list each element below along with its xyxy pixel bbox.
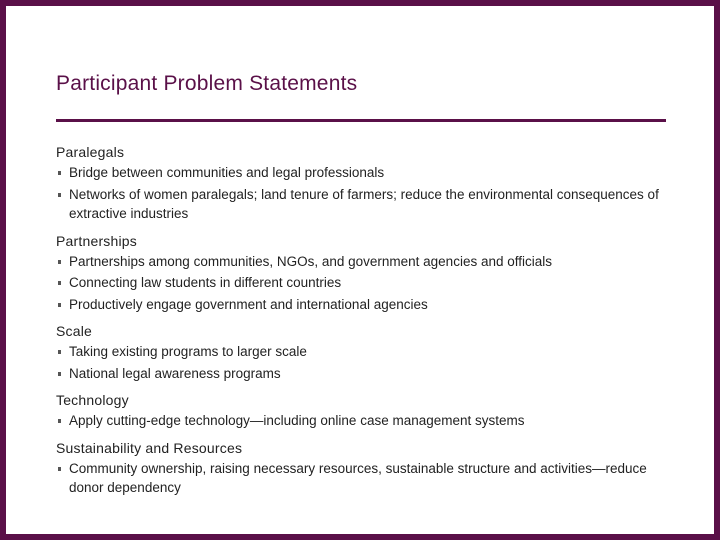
list-item: [56, 163, 666, 183]
section-sustainability: [56, 438, 666, 498]
list-item-text: Networks of women paralegals; land tenure of farmers; reduce the environmental consequences of extractive industries: [69, 186, 659, 221]
section-partnerships: [56, 231, 666, 315]
section-technology: [56, 390, 666, 431]
list-item-text: Connecting law students in different countries: [69, 275, 342, 290]
section-heading: Paralegals: [56, 144, 125, 160]
list-item: [56, 295, 666, 315]
bullet-icon: [56, 295, 69, 315]
title-divider: [56, 119, 666, 122]
list-item-text: Community ownership, raising necessary resources, sustainable structure and activities—reduce donor dependency: [69, 460, 647, 495]
bullet-icon: [56, 163, 69, 183]
list-item-text: National legal awareness programs: [69, 365, 281, 381]
bullet-icon: [56, 252, 69, 272]
bullet-icon: [56, 342, 69, 362]
section-heading: Partnerships: [56, 232, 137, 249]
list-item: [56, 185, 666, 224]
list-item-text: Taking existing programs to larger scale: [69, 344, 307, 359]
list-item: [56, 252, 666, 272]
list-item: [56, 411, 666, 431]
list-item-text: Apply cutting-edge technology—including online case management systems: [69, 413, 525, 428]
bullet-icon: [56, 364, 69, 384]
list-item-text: Partnerships among communities, NGOs, and government agencies and officials: [69, 253, 552, 269]
section-paralegals: [56, 142, 666, 224]
list-item: [56, 364, 666, 384]
list-item-text: Productively engage government and international agencies: [69, 296, 428, 312]
list-item: [56, 459, 666, 498]
bullet-icon: [56, 185, 69, 224]
section-scale: [56, 321, 666, 383]
list-item: [56, 342, 666, 362]
bullet-icon: [56, 459, 69, 498]
list-item: [56, 273, 666, 293]
slide-title: Participant Problem Statements: [56, 72, 358, 95]
slide-content: [56, 142, 666, 505]
section-heading: Sustainability and Resources: [56, 439, 243, 456]
list-item-text: Bridge between communities and legal professionals: [69, 165, 385, 180]
section-heading: Technology: [56, 392, 129, 408]
section-heading: Scale: [56, 323, 93, 339]
bullet-icon: [56, 273, 69, 293]
bullet-icon: [56, 411, 69, 431]
